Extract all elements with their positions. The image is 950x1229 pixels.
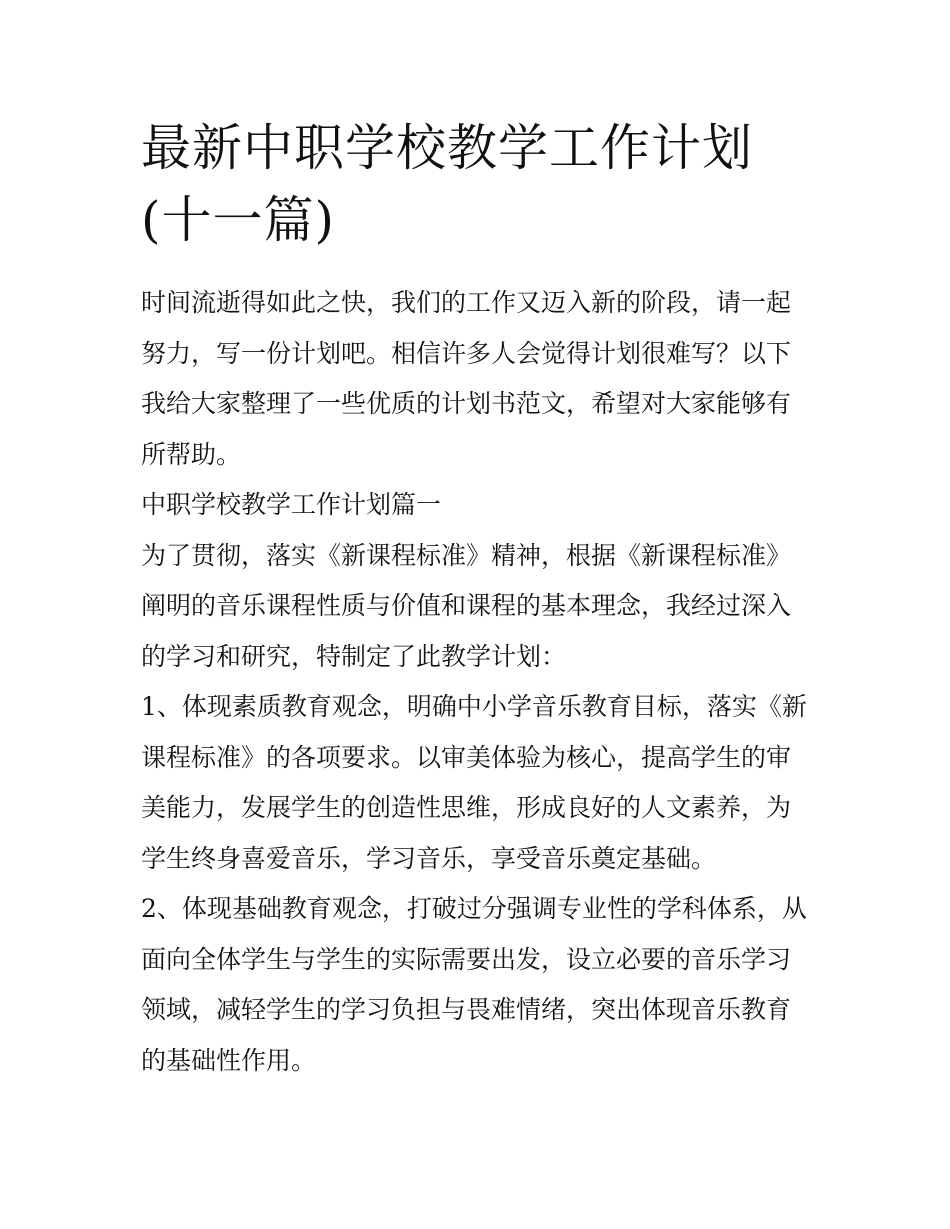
document-body [141,278,813,1086]
list-item-2: 2、体现基础教育观念，打破过分强调专业性的学科体系，从面向全体学生与学生的实际需要出发，设立必要的音乐学习领域，减轻学生的学习负担与畏难情绪，突出体现音乐教育的基础性作用。 [141,894,807,1075]
body-paragraph: 为了贯彻，落实《新课程标准》精神，根据《新课程标准》阐明的音乐课程性质与价值和课程的基本理念，我经过深入的学习和研究，特制定了此教学计划： [141,540,792,671]
document-content [141,112,813,1086]
section-heading: 中职学校教学工作计划篇一 [141,490,442,519]
document-title: 最新中职学校教学工作计划(十一篇) [141,119,753,249]
list-item-1: 1、体现素质教育观念，明确中小学音乐教育目标，落实《新课程标准》的各项要求。以审美体验为核心，提高学生的审美能力，发展学生的创造性思维，形成良好的人文素养，为学生终身喜爱音乐，学习音乐，享受音乐奠定基础。 [141,692,807,873]
intro-paragraph: 时间流逝得如此之快，我们的工作又迈入新的阶段，请一起努力，写一份计划吧。相信许多人会觉得计划很难写？以下我给大家整理了一些优质的计划书范文，希望对大家能够有所帮助。 [141,288,792,469]
